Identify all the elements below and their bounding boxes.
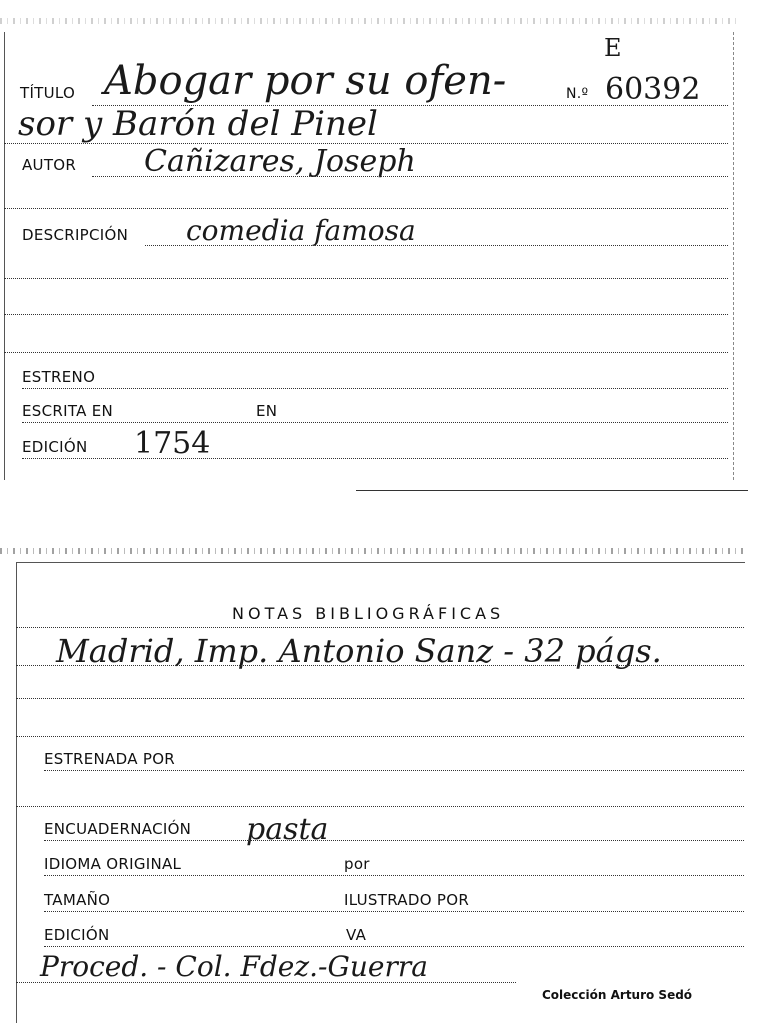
- estrenada-rule: [44, 770, 744, 771]
- notas-heading: NOTAS BIBLIOGRÁFICAS: [232, 604, 505, 623]
- idioma-original-label: IDIOMA ORIGINAL: [44, 855, 182, 873]
- ilustrado-por-label: ILUSTRADO POR: [344, 891, 470, 909]
- numero-value: 60392: [605, 72, 701, 107]
- edicion-bottom-label: EDICIÓN: [44, 926, 110, 944]
- scan-noise-top: [0, 18, 740, 24]
- descripcion-rule: [145, 245, 728, 246]
- encuadernacion-rule: [44, 840, 744, 841]
- edicion-rule: [22, 458, 728, 459]
- heading-rule: [16, 627, 744, 628]
- descripcion-value: comedia famosa: [186, 214, 416, 247]
- notas-value: Madrid, Imp. Antonio Sanz - 32 págs.: [56, 632, 662, 670]
- estrenada-por-label: ESTRENADA POR: [44, 750, 176, 768]
- autor-value: Cañizares, Joseph: [144, 144, 416, 179]
- autor-label: AUTOR: [22, 156, 77, 174]
- blank-rule-7: [16, 806, 744, 807]
- estreno-label: ESTRENO: [22, 368, 96, 386]
- blank-rule-5: [16, 698, 744, 699]
- notas-rule: [16, 665, 744, 666]
- descripcion-label: DESCRIPCIÓN: [22, 226, 129, 244]
- blank-rule-6: [16, 736, 744, 737]
- tamano-label: TAMAÑO: [44, 891, 111, 909]
- edicion-bottom-rule: [44, 946, 744, 947]
- edicion-value: 1754: [134, 426, 211, 461]
- encuadernacion-label: ENCUADERNACIÓN: [44, 820, 192, 838]
- scan-noise-middle: [0, 548, 745, 554]
- blank-rule-4: [4, 352, 728, 353]
- titulo-value-line2: sor y Barón del Pinel: [18, 104, 378, 144]
- numero-label: N.º: [566, 86, 589, 102]
- blank-rule-3: [4, 314, 728, 315]
- blank-rule-1: [4, 208, 728, 209]
- proced-rule: [16, 982, 516, 983]
- idioma-rule: [44, 875, 744, 876]
- autor-rule: [92, 176, 728, 177]
- edicion-label: EDICIÓN: [22, 438, 88, 456]
- tamano-rule: [44, 911, 744, 912]
- corner-mark: E: [604, 34, 622, 62]
- encuadernacion-value: pasta: [246, 812, 329, 847]
- titulo-value-line1: Abogar por su ofen-: [104, 58, 507, 104]
- proced-value: Proced. - Col. Fdez.-Guerra: [40, 950, 428, 983]
- estreno-rule: [22, 388, 728, 389]
- coleccion-stamp: Colección Arturo Sedó: [542, 988, 693, 1002]
- escrita-rule: [22, 422, 728, 423]
- escrita-en-label: ESCRITA EN: [22, 402, 114, 420]
- blank-rule-2: [4, 278, 728, 279]
- por-label: por: [344, 855, 370, 873]
- en-label: EN: [256, 402, 278, 420]
- card-edge-line: [356, 490, 748, 491]
- va-label: VA: [346, 926, 367, 944]
- titulo-label: TÍTULO: [20, 84, 76, 102]
